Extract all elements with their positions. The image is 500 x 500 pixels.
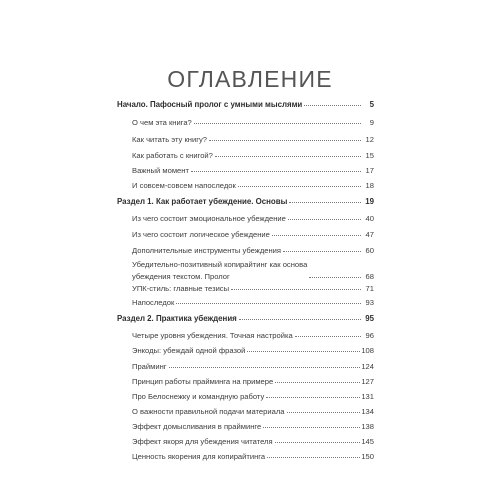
dot-leader — [283, 251, 361, 252]
toc-entry[interactable] — [117, 346, 374, 355]
dot-leader — [295, 336, 361, 337]
toc-entry-label-continued: убеждения текстом. Пролог — [132, 272, 230, 281]
dot-leader — [275, 442, 361, 443]
toc-entry[interactable] — [117, 214, 374, 223]
toc-entry-label: Раздел 1. Как работает убеждение. Основы — [117, 197, 288, 206]
toc-entry[interactable] — [117, 284, 374, 293]
toc-entry[interactable] — [117, 181, 374, 190]
toc-entry-label: Раздел 2. Практика убеждения — [117, 314, 237, 323]
toc-entry[interactable] — [117, 314, 374, 323]
dot-leader — [191, 171, 361, 172]
toc-entry[interactable] — [117, 197, 374, 206]
toc-entry-page: 68 — [365, 272, 374, 281]
dot-leader — [267, 457, 360, 458]
toc-entry-label: Дополнительные инструменты убеждения — [132, 246, 282, 255]
toc-entry-page: 19 — [365, 197, 374, 206]
toc-entry-page: 134 — [361, 407, 374, 416]
toc-entry-page: 71 — [365, 284, 374, 293]
toc-entry-page: 18 — [365, 181, 374, 190]
toc-entry-page: 124 — [361, 362, 374, 371]
dot-leader — [289, 202, 361, 203]
toc-entry-label: Важный момент — [132, 166, 189, 175]
toc-entry-page: 93 — [365, 298, 374, 307]
toc-entry-page: 15 — [365, 151, 374, 160]
toc-entry[interactable] — [117, 422, 374, 431]
toc-entry-label: Прайминг — [132, 362, 167, 371]
toc-entry[interactable] — [117, 331, 374, 340]
toc-entry-page: 108 — [361, 346, 374, 355]
toc-entry-page: 60 — [365, 246, 374, 255]
toc-entry[interactable] — [117, 452, 374, 461]
dot-leader — [239, 319, 361, 320]
dot-leader — [215, 156, 361, 157]
toc-entry[interactable] — [117, 377, 374, 386]
toc-entry-page: 12 — [365, 135, 374, 144]
toc-entry[interactable] — [117, 407, 374, 416]
toc-entry[interactable] — [117, 260, 374, 281]
toc-entry-label: Про Белоснежку и командную работу — [132, 392, 265, 401]
toc-entry-label: Энкоды: убеждай одной фразой — [132, 346, 246, 355]
toc-entry[interactable] — [117, 135, 374, 144]
toc-entry-label: И совсем-совсем напоследок — [132, 181, 236, 190]
toc-entry-label: Напоследок — [132, 298, 175, 307]
toc-entry-label: Эффект якоря для убеждения читателя — [132, 437, 273, 446]
dot-leader — [238, 186, 361, 187]
toc-entry-page: 95 — [365, 314, 374, 323]
toc-entry-page: 138 — [361, 422, 374, 431]
toc-entry-label: Четыре уровня убеждения. Точная настройка — [132, 331, 293, 340]
toc-entry-page: 150 — [361, 452, 374, 461]
dot-leader — [272, 235, 361, 236]
dot-leader — [304, 105, 361, 106]
toc-entry-page: 5 — [369, 100, 374, 109]
dot-leader — [231, 289, 361, 290]
toc-entry-label: УПК-стиль: главные тезисы — [132, 284, 230, 293]
toc-entry-label: Начало. Пафосный пролог с умными мыслями — [117, 100, 303, 109]
dot-leader — [194, 123, 361, 124]
toc-entry-page: 145 — [361, 437, 374, 446]
toc-entry-label: Из чего состоит логическое убеждение — [132, 230, 270, 239]
toc-entry[interactable] — [117, 246, 374, 255]
toc-entry-page: 17 — [365, 166, 374, 175]
dot-leader — [288, 219, 361, 220]
toc-entry-label: Убедительно-позитивный копирайтинг как основа — [132, 260, 308, 269]
toc-entry-page: 127 — [361, 377, 374, 386]
toc-entry-page: 96 — [365, 331, 374, 340]
toc-entry[interactable] — [117, 151, 374, 160]
toc-entry-label: Из чего состоит эмоциональное убеждение — [132, 214, 286, 223]
toc-entry[interactable] — [117, 392, 374, 401]
toc-entry-label: Ценность якорения для копирайтинга — [132, 452, 266, 461]
page-title: ОГЛАВЛЕНИЕ — [167, 66, 333, 92]
dot-leader — [266, 397, 360, 398]
toc-entry-label: Эффект домысливания в прайминге — [132, 422, 262, 431]
toc-entry[interactable] — [117, 298, 374, 307]
toc-entry[interactable] — [117, 230, 374, 239]
dot-leader — [247, 351, 360, 352]
toc-entry-page: 47 — [365, 230, 374, 239]
toc-entry-page: 40 — [365, 214, 374, 223]
dot-leader — [263, 427, 360, 428]
dot-leader — [287, 412, 361, 413]
dot-leader — [209, 140, 361, 141]
toc-entry[interactable] — [117, 362, 374, 371]
dot-leader — [309, 277, 361, 278]
toc-entry-page: 9 — [369, 118, 374, 127]
toc-entry[interactable] — [117, 166, 374, 175]
dot-leader — [169, 367, 361, 368]
toc-entry-label: О важности правильной подачи материала — [132, 407, 285, 416]
toc-entry[interactable] — [117, 118, 374, 127]
dot-leader — [176, 303, 361, 304]
toc-entry-label-block — [132, 260, 307, 281]
toc-entry-label: Принцип работы прайминга на примере — [132, 377, 274, 386]
toc-entry[interactable] — [117, 437, 374, 446]
toc-entry-label: Как работать с книгой? — [132, 151, 213, 160]
toc-entry-page: 131 — [361, 392, 374, 401]
toc-entry[interactable] — [117, 100, 374, 109]
toc-entry-label: О чем эта книга? — [132, 118, 192, 127]
dot-leader — [275, 382, 360, 383]
toc-entry-label: Как читать эту книгу? — [132, 135, 207, 144]
